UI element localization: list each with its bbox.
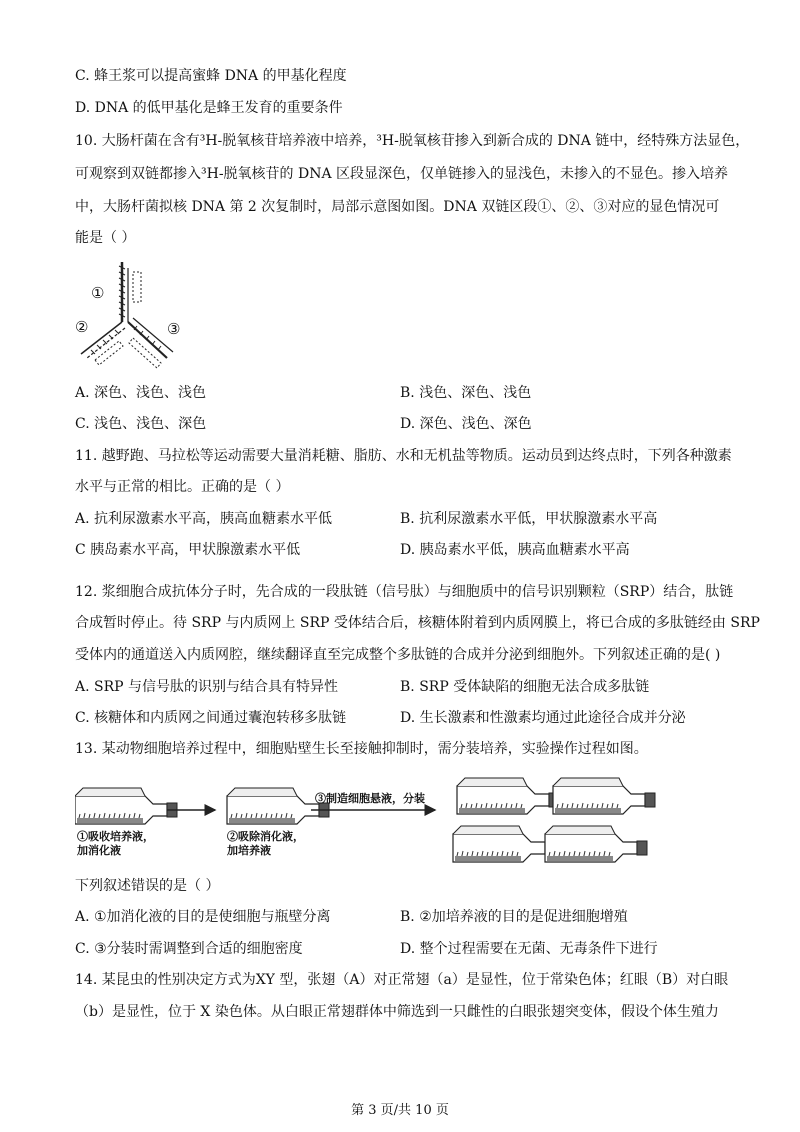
q11-option-a: A. 抗利尿激素水平高，胰高血糖素水平低 [75, 511, 333, 527]
q10-line-3: 中，大肠杆菌拟核 DNA 第 2 次复制时，局部示意图如图。DNA 双链区段①、②、③对应的显色情况可 [75, 199, 720, 215]
q13-option-c: C. ③分装时需调整到合适的细胞密度 [75, 941, 303, 957]
q11-option-c: C 胰岛素水平高，甲状腺激素水平低 [75, 542, 301, 558]
figure-label-1: ① [91, 284, 105, 302]
q11-option-b: B. 抗利尿激素水平低，甲状腺激素水平高 [400, 511, 658, 527]
q9-option-c: C. 蜂王浆可以提高蜜蜂 DNA 的甲基化程度 [75, 68, 347, 84]
q11-option-d: D. 胰岛素水平低，胰高血糖素水平高 [400, 542, 630, 558]
q14-line-2: （b）是显性，位于 X 染色体。从白眼正常翅群体中筛选到一只雌性的白眼张翅突变体，假设个体生殖力 [75, 1004, 719, 1020]
step1-label-line2: 加消化液 [77, 844, 121, 857]
q13-option-d: D. 整个过程需要在无菌、无毒条件下进行 [400, 941, 658, 957]
q11-line-2: 水平与正常的相比。正确的是（ ） [75, 479, 290, 495]
q13-line-1: 13. 某动物细胞培养过程中，细胞贴壁生长至接触抑制时，需分装培养，实验操作过程如图。 [75, 741, 648, 757]
q12-option-a: A. SRP 与信号肽的识别与结合具有特异性 [75, 679, 339, 695]
step1-label-line1: ①吸收培养液， [77, 830, 154, 843]
step2-label-line2: 加培养液 [227, 844, 271, 857]
q12-option-c: C. 核糖体和内质网之间通过囊泡转移多肽链 [75, 710, 347, 726]
q9-option-d: D. DNA 的低甲基化是蜂王发育的重要条件 [75, 100, 343, 116]
dna-replication-fork-figure [75, 258, 190, 370]
q14-line-1: 14. 某昆虫的性别决定方式为XY 型，张翅（A）对正常翅（a）是显性，位于常染色体；红眼（B）对白眼 [75, 972, 729, 988]
q12-line-3: 受体内的通道送入内质网腔，继续翻译直至完成整个多肽链的合成并分泌到细胞外。下列叙述正确的是( ) [75, 647, 721, 663]
q12-line-1: 12. 浆细胞合成抗体分子时，先合成的一段肽链（信号肽）与细胞质中的信号识别颗粒（SRP）结合，肽链 [75, 584, 734, 600]
cell-culture-flask-figure [75, 772, 725, 868]
figure-label-3: ③ [167, 320, 181, 338]
q12-line-2: 合成暂时停止。待 SRP 与内质网上 SRP 受体结合后，核糖体附着到内质网膜上，将已合成的多肽链经由 SRP [75, 615, 760, 631]
q10-option-a: A. 深色、浅色、浅色 [75, 385, 207, 401]
step3-label: ③制造细胞悬液，分装 [315, 792, 425, 805]
q10-option-d: D. 深色、浅色、深色 [400, 416, 532, 432]
q13-option-a: A. ①加消化液的目的是使细胞与瓶壁分离 [75, 909, 331, 925]
q10-option-b: B. 浅色、深色、浅色 [400, 385, 532, 401]
q13-option-b: B. ②加培养液的目的是促进细胞增殖 [400, 909, 628, 925]
q13-question: 下列叙述错误的是（ ） [75, 878, 220, 894]
page-footer: 第 3 页/共 10 页 [351, 1103, 449, 1118]
q11-line-1: 11. 越野跑、马拉松等运动需要大量消耗糖、脂肪、水和无机盐等物质。运动员到达终点时，下列各种激素 [75, 448, 732, 464]
q12-option-d: D. 生长激素和性激素均通过此途径合成并分泌 [400, 710, 686, 726]
q12-option-b: B. SRP 受体缺陷的细胞无法合成多肽链 [400, 679, 650, 695]
figure-label-2: ② [75, 318, 89, 336]
q10-line-1: 10. 大肠杆菌在含有³H-脱氧核苷培养液中培养，³H-脱氧核苷掺入到新合成的 DNA 链中，经特殊方法显色， [75, 133, 750, 149]
q10-option-c: C. 浅色、浅色、深色 [75, 416, 207, 432]
q10-line-4: 能是（ ） [75, 230, 136, 246]
q10-line-2: 可观察到双链都掺入³H-脱氧核苷的 DNA 区段显深色，仅单链掺入的显浅色，未掺入的不显色。掺入培养 [75, 166, 729, 182]
step2-label-line1: ②吸除消化液， [227, 830, 304, 843]
